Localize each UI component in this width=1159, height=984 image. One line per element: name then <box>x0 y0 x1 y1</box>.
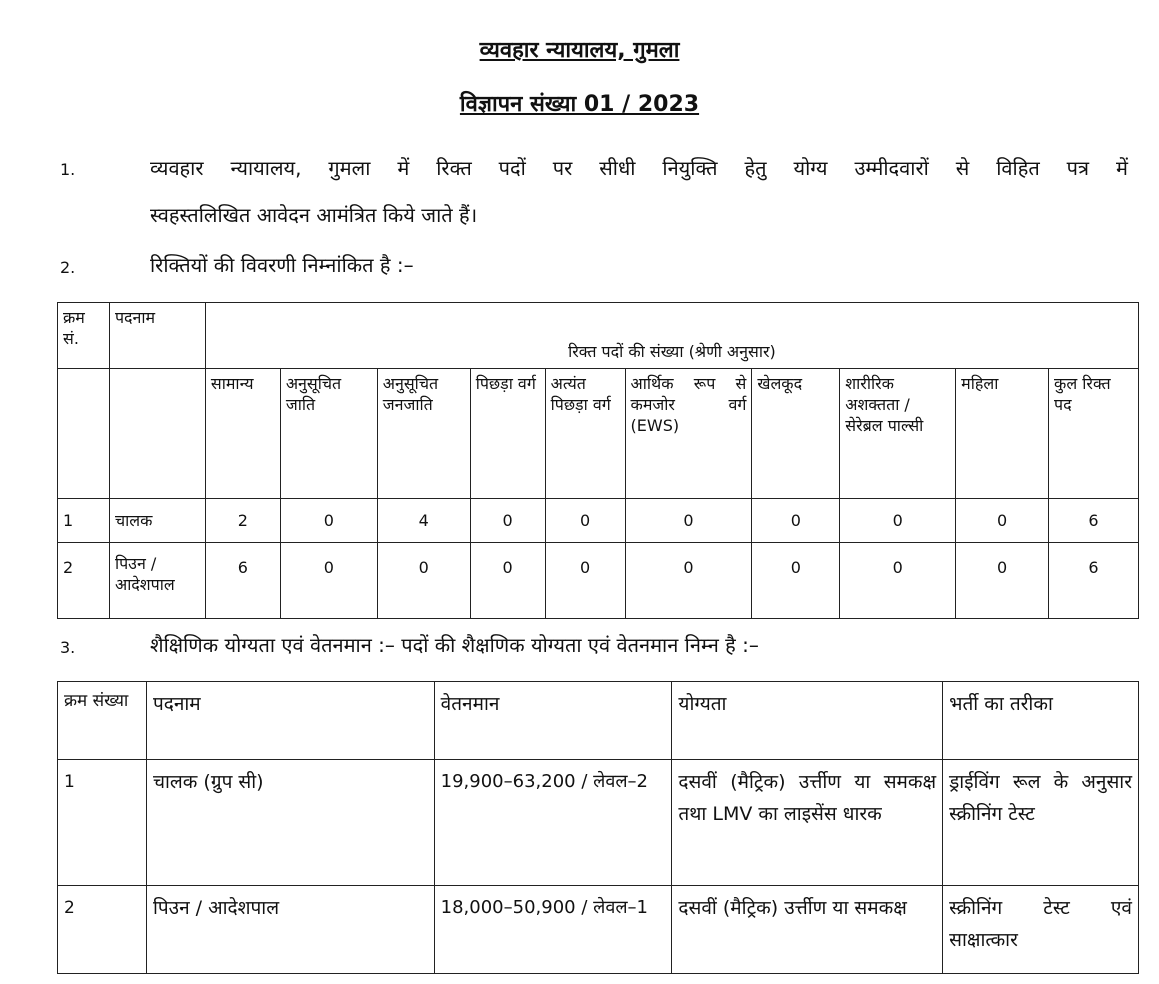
section-3-heading: शैक्षिणिक योग्यता एवं वेतनमान :– पदों की शैक्षणिक योग्यता एवं वेतनमान निम्न है :– <box>150 633 759 657</box>
cell-value: 0 <box>840 543 956 619</box>
qualification-header-row <box>58 682 1139 760</box>
category-header: कुल रिक्त पद <box>1049 369 1139 499</box>
category-header: अनुसूचित जाति <box>280 369 377 499</box>
cell-value: 0 <box>625 543 752 619</box>
table-row <box>58 499 1139 543</box>
section-2-heading: रिक्तियों की विवरणी निम्नांकित है :– <box>150 253 414 277</box>
cell-value: 0 <box>752 499 840 543</box>
header-qualification: योग्यता <box>672 682 943 760</box>
cell-value: 0 <box>280 543 377 619</box>
row-qualification: दसवीं (मैट्रिक) उर्त्तीण या समकक्ष तथा LMV का लाइसेंस धारक <box>672 760 943 886</box>
row-pay-scale: 18,000–50,900 / लेवल–1 <box>434 886 672 974</box>
category-header: अनुसूचित जनजाति <box>377 369 470 499</box>
cell-value: 0 <box>625 499 752 543</box>
header-vacancy-count: रिक्त पदों की संख्या (श्रेणी अनुसार) <box>205 303 1138 369</box>
cell-value: 6 <box>1049 499 1139 543</box>
row-pay-scale: 19,900–63,200 / लेवल–2 <box>434 760 672 886</box>
advertisement-number: विज्ञापन संख्या 01 / 2023 <box>459 92 700 117</box>
category-header: पिछड़ा वर्ग <box>470 369 545 499</box>
cell-value: 0 <box>377 543 470 619</box>
category-header: खेलकूद <box>752 369 840 499</box>
cell-value: 0 <box>545 543 625 619</box>
row-recruitment-method: स्क्रीनिंग टेस्ट एवं साक्षात्कार <box>943 886 1139 974</box>
cell-value: 0 <box>280 499 377 543</box>
header-recruitment-method: भर्ती का तरीका <box>943 682 1139 760</box>
category-header-row <box>58 369 1139 499</box>
row-serial: 2 <box>58 543 110 619</box>
category-header: सामान्य <box>205 369 280 499</box>
cell-value: 0 <box>956 499 1049 543</box>
cell-value: 0 <box>470 543 545 619</box>
cell-value: 0 <box>470 499 545 543</box>
cell-value: 0 <box>545 499 625 543</box>
row-post: चालक (ग्रुप सी) <box>146 760 434 886</box>
header-pay-scale: वेतनमान <box>434 682 672 760</box>
header-post: पदनाम <box>146 682 434 760</box>
category-header: शारीरिक अशक्तता / सेरेब्रल पाल्सी <box>840 369 956 499</box>
section-1-line-1: व्यवहार न्यायालय, गुमला में रिक्त पदों पर सीधी नियुक्ति हेतु योग्य उम्मीदवारों से विहित पत्र में <box>150 156 1128 180</box>
header-post: पदनाम <box>109 303 205 369</box>
table-row <box>58 543 1139 619</box>
category-header: आर्थिक रूप से कमजोर वर्ग (EWS) <box>625 369 752 499</box>
header-serial: क्रम संख्या <box>58 682 147 760</box>
section-2-number: 2. <box>60 258 76 277</box>
cell-value: 0 <box>840 499 956 543</box>
section-1-line-2: स्वहस्तलिखित आवेदन आमंत्रित किये जाते हैं। <box>150 203 478 227</box>
cell-value: 4 <box>377 499 470 543</box>
table-row <box>58 886 1139 974</box>
category-blank-cell <box>58 369 110 499</box>
category-header: महिला <box>956 369 1049 499</box>
row-serial: 2 <box>58 886 147 974</box>
cell-value: 6 <box>205 543 280 619</box>
cell-value: 0 <box>956 543 1049 619</box>
row-serial: 1 <box>58 760 147 886</box>
vacancy-table <box>57 302 1139 619</box>
row-post: पिउन / आदेशपाल <box>146 886 434 974</box>
row-qualification: दसवीं (मैट्रिक) उर्त्तीण या समकक्ष <box>672 886 943 974</box>
section-1-number: 1. <box>60 160 76 179</box>
vacancy-header-row <box>58 303 1139 369</box>
category-blank-cell <box>109 369 205 499</box>
header-serial: क्रम सं. <box>58 303 110 369</box>
court-title: व्यवहार न्यायालय, गुमला <box>479 38 680 63</box>
section-3-number: 3. <box>60 638 76 657</box>
cell-value: 2 <box>205 499 280 543</box>
row-post: पिउन / आदेशपाल <box>109 543 205 619</box>
cell-value: 6 <box>1049 543 1139 619</box>
row-post: चालक <box>109 499 205 543</box>
category-header: अत्यंत पिछड़ा वर्ग <box>545 369 625 499</box>
row-recruitment-method: ड्राईविंग रूल के अनुसार स्क्रीनिंग टेस्ट <box>943 760 1139 886</box>
row-serial: 1 <box>58 499 110 543</box>
table-row <box>58 760 1139 886</box>
qualification-table <box>57 681 1139 974</box>
cell-value: 0 <box>752 543 840 619</box>
